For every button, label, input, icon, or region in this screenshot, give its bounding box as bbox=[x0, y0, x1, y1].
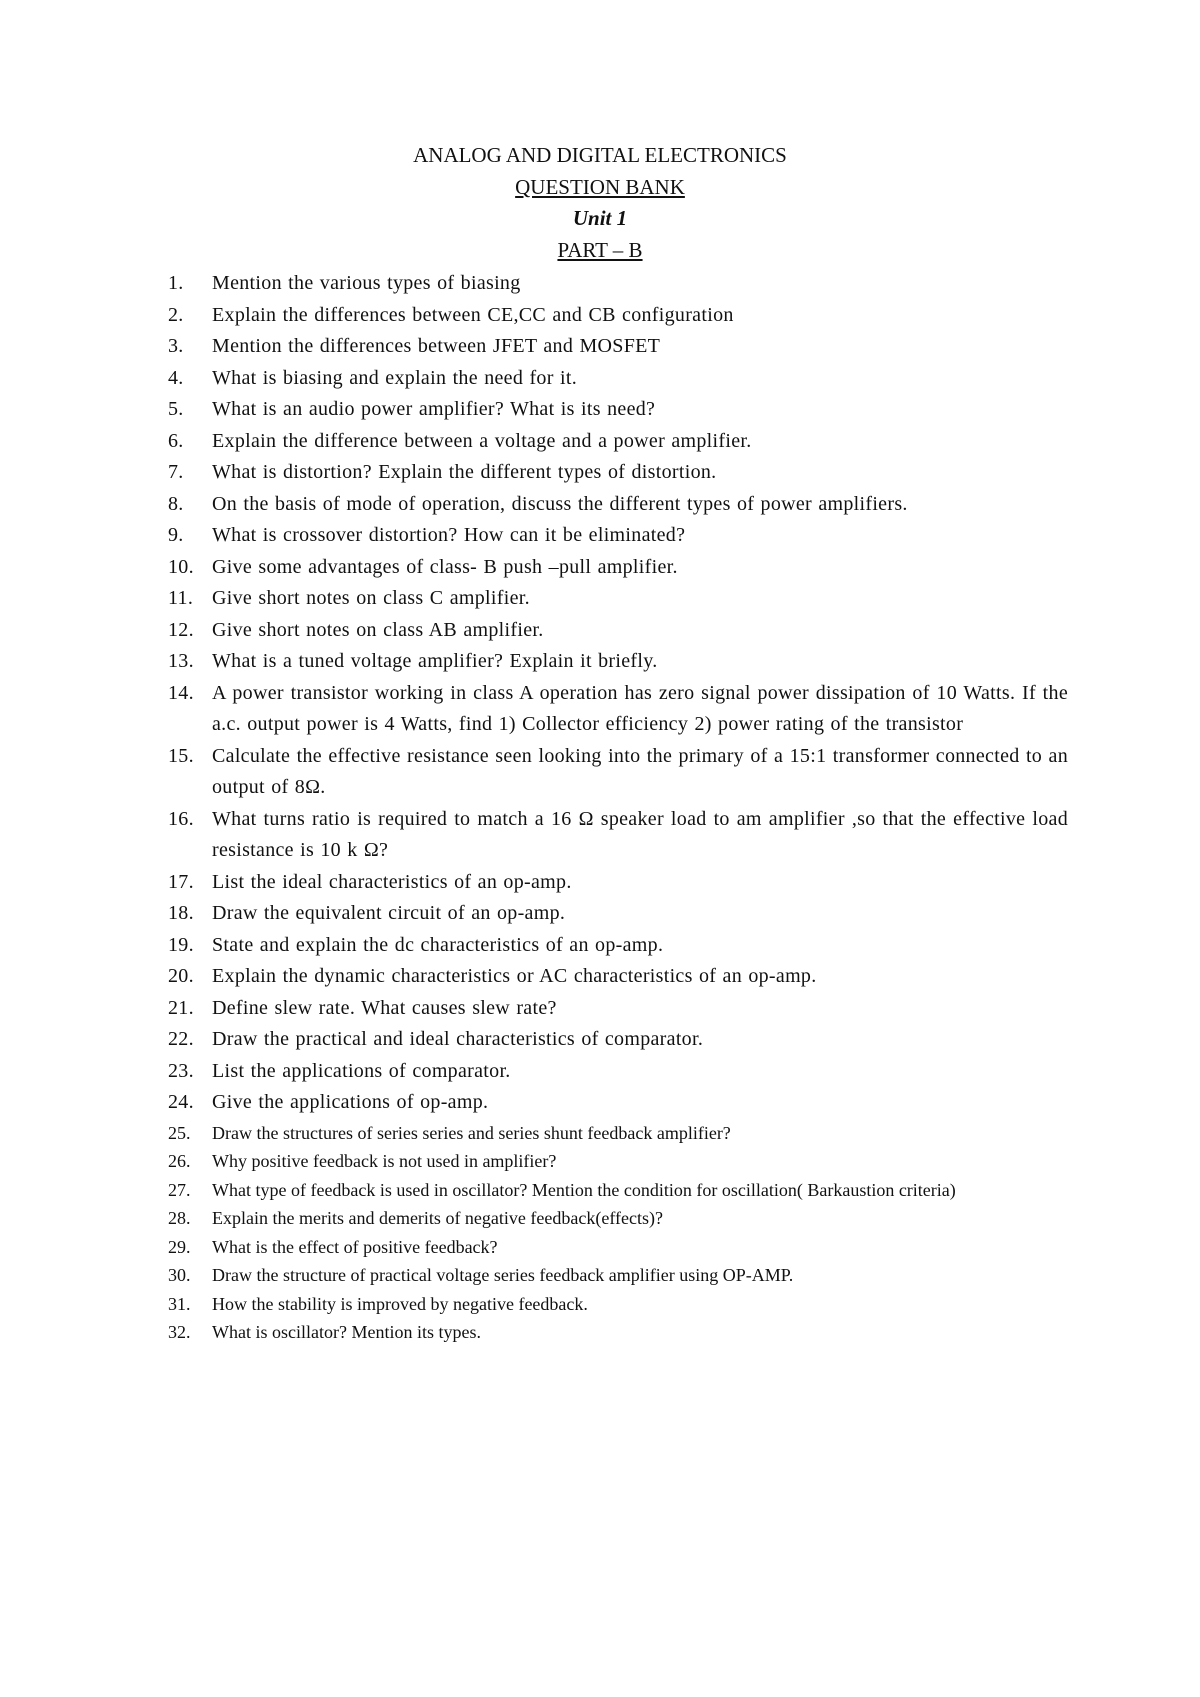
question-number: 16. bbox=[168, 807, 194, 830]
question-number: 2. bbox=[168, 303, 184, 326]
question-item bbox=[168, 930, 1068, 962]
question-item bbox=[168, 489, 1068, 521]
question-item bbox=[168, 961, 1068, 993]
question-item bbox=[168, 678, 1068, 741]
question-number: 20. bbox=[168, 965, 194, 987]
question-text: What type of feedback is used in oscillator? Mention the condition for oscillation( Barkaustion criteria) bbox=[212, 1179, 956, 1200]
question-number: 22. bbox=[168, 1028, 194, 1050]
question-number: 12. bbox=[168, 618, 194, 641]
question-item bbox=[168, 268, 1068, 300]
question-list bbox=[168, 268, 1068, 1347]
question-item bbox=[168, 1318, 1068, 1347]
question-text: What is oscillator? Mention its types. bbox=[212, 1322, 481, 1342]
question-item bbox=[168, 1087, 1068, 1119]
question-item bbox=[168, 1176, 1068, 1205]
question-text: What is the effect of positive feedback? bbox=[212, 1236, 498, 1257]
question-item bbox=[168, 615, 1068, 647]
question-item bbox=[168, 583, 1068, 615]
question-text: A power transistor working in class A operation has zero signal power dissipation of 10 Watts. If the a.c. output power is 4 Watts, find 1) Collector efficiency 2) power rating of the transistor bbox=[212, 681, 1068, 735]
unit-heading: Unit 1 bbox=[572, 206, 628, 230]
question-item bbox=[168, 520, 1068, 552]
question-item bbox=[168, 898, 1068, 930]
question-number: 8. bbox=[168, 492, 184, 515]
question-text: Give short notes on class AB amplifier. bbox=[212, 618, 544, 641]
question-text: What is biasing and explain the need for it. bbox=[212, 366, 577, 389]
question-number: 27. bbox=[168, 1179, 191, 1200]
question-text: Explain the dynamic characteristics or AC characteristics of an op-amp. bbox=[212, 965, 817, 987]
question-text: Draw the practical and ideal characteristics of comparator. bbox=[212, 1028, 704, 1050]
question-number: 3. bbox=[168, 335, 184, 357]
question-text: Give some advantages of class- B push –pull amplifier. bbox=[212, 555, 678, 578]
question-number: 9. bbox=[168, 524, 184, 546]
question-number: 13. bbox=[168, 650, 194, 672]
question-item bbox=[168, 1147, 1068, 1176]
question-number: 32. bbox=[168, 1322, 191, 1342]
question-item bbox=[168, 804, 1068, 867]
question-item bbox=[168, 1233, 1068, 1262]
question-text: Draw the structure of practical voltage series feedback amplifier using OP-AMP. bbox=[212, 1265, 794, 1285]
question-item bbox=[168, 394, 1068, 426]
question-text: Explain the differences between CE,CC and CB configuration bbox=[212, 303, 734, 326]
question-number: 1. bbox=[168, 272, 184, 294]
question-item bbox=[168, 867, 1068, 899]
question-number: 6. bbox=[168, 429, 184, 452]
question-item bbox=[168, 300, 1068, 332]
question-item bbox=[168, 331, 1068, 363]
question-text: Calculate the effective resistance seen looking into the primary of a 15:1 transformer connected to an output of 8Ω. bbox=[212, 744, 1068, 798]
question-item bbox=[168, 363, 1068, 395]
question-text: What is an audio power amplifier? What is its need? bbox=[212, 398, 656, 420]
question-number: 5. bbox=[168, 398, 184, 420]
question-item bbox=[168, 552, 1068, 584]
question-text: Why positive feedback is not used in amplifier? bbox=[212, 1151, 557, 1171]
question-number: 18. bbox=[168, 902, 194, 924]
question-number: 7. bbox=[168, 461, 184, 483]
question-number: 19. bbox=[168, 933, 194, 956]
question-text: List the ideal characteristics of an op-amp. bbox=[212, 870, 572, 893]
question-number: 25. bbox=[168, 1122, 191, 1143]
question-text: How the stability is improved by negative feedback. bbox=[212, 1293, 588, 1314]
question-text: Mention the differences between JFET and MOSFET bbox=[212, 335, 661, 357]
question-number: 21. bbox=[168, 996, 194, 1019]
question-number: 4. bbox=[168, 366, 184, 389]
question-text: Define slew rate. What causes slew rate? bbox=[212, 996, 557, 1019]
question-text: On the basis of mode of operation, discuss the different types of power amplifiers. bbox=[212, 492, 908, 515]
question-number: 28. bbox=[168, 1208, 191, 1228]
question-text: Draw the structures of series series and series shunt feedback amplifier? bbox=[212, 1122, 731, 1143]
question-number: 15. bbox=[168, 744, 194, 767]
question-text: Give the applications of op-amp. bbox=[212, 1091, 489, 1113]
question-item bbox=[168, 993, 1068, 1025]
question-text: Mention the various types of biasing bbox=[212, 272, 521, 294]
question-number: 29. bbox=[168, 1236, 191, 1257]
document-title: ANALOG AND DIGITAL ELECTRONICS bbox=[413, 143, 787, 167]
question-item bbox=[168, 1056, 1068, 1088]
question-item bbox=[168, 741, 1068, 804]
question-text: What is a tuned voltage amplifier? Explain it briefly. bbox=[212, 650, 658, 672]
question-text: What is distortion? Explain the different types of distortion. bbox=[212, 461, 717, 483]
question-item bbox=[168, 1261, 1068, 1290]
question-item bbox=[168, 426, 1068, 458]
question-number: 30. bbox=[168, 1265, 191, 1285]
question-number: 24. bbox=[168, 1091, 194, 1113]
question-number: 11. bbox=[168, 587, 194, 609]
question-item bbox=[168, 1024, 1068, 1056]
question-text: Draw the equivalent circuit of an op-amp. bbox=[212, 902, 566, 924]
question-text: Give short notes on class C amplifier. bbox=[212, 587, 530, 609]
question-number: 10. bbox=[168, 555, 194, 578]
question-number: 31. bbox=[168, 1293, 191, 1314]
question-number: 23. bbox=[168, 1059, 194, 1082]
question-item bbox=[168, 646, 1068, 678]
question-number: 26. bbox=[168, 1151, 191, 1171]
question-item bbox=[168, 457, 1068, 489]
question-text: State and explain the dc characteristics of an op-amp. bbox=[212, 933, 664, 956]
question-text: Explain the merits and demerits of negative feedback(effects)? bbox=[212, 1208, 663, 1228]
question-number: 14. bbox=[168, 681, 194, 704]
question-text: What turns ratio is required to match a 16 Ω speaker load to am amplifier ,so that the effective load resistance is 10 k Ω? bbox=[212, 807, 1068, 861]
question-number: 17. bbox=[168, 870, 194, 893]
document-subtitle: QUESTION BANK bbox=[515, 175, 685, 199]
question-text: Explain the difference between a voltage and a power amplifier. bbox=[212, 429, 752, 452]
part-heading: PART – B bbox=[557, 238, 643, 262]
question-item bbox=[168, 1204, 1068, 1233]
question-text: What is crossover distortion? How can it be eliminated? bbox=[212, 524, 686, 546]
question-item bbox=[168, 1119, 1068, 1148]
question-item bbox=[168, 1290, 1068, 1319]
question-text: List the applications of comparator. bbox=[212, 1059, 511, 1082]
